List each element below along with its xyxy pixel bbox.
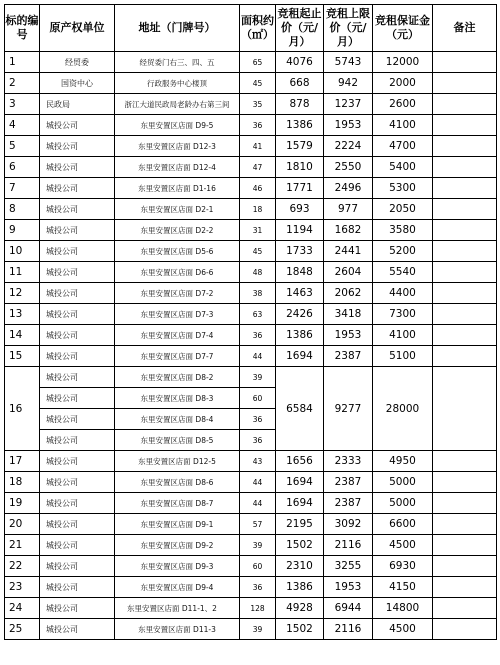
row-address: 浙江大道民政局老龄办右第三间 [115,94,240,115]
row-deposit: 14800 [373,598,433,619]
row-note [433,262,497,283]
row-start-price: 4928 [276,598,324,619]
row-note [433,325,497,346]
row-note [433,52,497,73]
table-row [5,178,497,199]
table-row [5,73,497,94]
row-start-price: 2426 [276,304,324,325]
row-cap-price: 2224 [324,136,373,157]
row-owner: 城投公司 [40,241,115,262]
row-start-price: 878 [276,94,324,115]
row-address: 东里安置区店面 D8-3 [115,388,240,409]
row-start-price: 1502 [276,619,324,640]
table-row [5,136,497,157]
row-cap-price: 9277 [324,367,373,451]
row-area: 36 [240,430,276,451]
row-owner: 城投公司 [40,325,115,346]
row-start-price: 1463 [276,283,324,304]
row-area: 63 [240,304,276,325]
row-address: 东里安置区店面 D2-1 [115,199,240,220]
row-owner: 城投公司 [40,262,115,283]
row-index: 13 [5,304,40,325]
table-body [5,52,497,640]
row-deposit: 2050 [373,199,433,220]
row-deposit: 4500 [373,619,433,640]
row-address: 东里安置区店面 D5-6 [115,241,240,262]
row-note [433,178,497,199]
row-index: 5 [5,136,40,157]
table-row [5,283,497,304]
row-start-price: 1656 [276,451,324,472]
row-start-price: 1810 [276,157,324,178]
row-area: 36 [240,115,276,136]
row-owner: 经贸委 [40,52,115,73]
row-note [433,619,497,640]
row-owner: 城投公司 [40,451,115,472]
row-start-price: 1848 [276,262,324,283]
row-address: 东里安置区店面 D12-3 [115,136,240,157]
row-area: 44 [240,346,276,367]
row-deposit: 5540 [373,262,433,283]
row-area: 47 [240,157,276,178]
row-deposit: 5300 [373,178,433,199]
row-owner: 城投公司 [40,619,115,640]
row-index: 25 [5,619,40,640]
row-address: 东里安置区店面 D2-2 [115,220,240,241]
row-start-price: 1694 [276,346,324,367]
row-deposit: 4700 [373,136,433,157]
row-area: 44 [240,472,276,493]
row-index: 22 [5,556,40,577]
row-start-price: 1386 [276,325,324,346]
row-owner: 城投公司 [40,493,115,514]
row-area: 48 [240,262,276,283]
row-address: 东里安置区店面 D8-5 [115,430,240,451]
row-note [433,346,497,367]
row-note [433,535,497,556]
row-owner: 城投公司 [40,115,115,136]
row-address: 东里安置区店面 D7-3 [115,304,240,325]
row-deposit: 5100 [373,346,433,367]
row-owner: 城投公司 [40,472,115,493]
row-address: 行政服务中心楼顶 [115,73,240,94]
row-area: 60 [240,556,276,577]
row-owner: 城投公司 [40,283,115,304]
row-note [433,367,497,451]
row-start-price: 668 [276,73,324,94]
row-cap-price: 977 [324,199,373,220]
row-start-price: 4076 [276,52,324,73]
table-row [5,598,497,619]
row-owner: 城投公司 [40,367,115,388]
row-cap-price: 5743 [324,52,373,73]
row-owner: 城投公司 [40,430,115,451]
row-deposit: 4950 [373,451,433,472]
row-area: 39 [240,367,276,388]
row-cap-price: 3418 [324,304,373,325]
row-address: 东里安置区店面 D12-4 [115,157,240,178]
row-deposit: 4100 [373,115,433,136]
row-start-price: 1502 [276,535,324,556]
header-index: 标的编号 [5,5,40,52]
row-address: 东里安置区店面 D7-7 [115,346,240,367]
row-note [433,220,497,241]
row-start-price: 1733 [276,241,324,262]
row-deposit: 7300 [373,304,433,325]
row-deposit: 28000 [373,367,433,451]
row-cap-price: 2441 [324,241,373,262]
row-address: 东里安置区店面 D8-6 [115,472,240,493]
row-index: 18 [5,472,40,493]
row-note [433,283,497,304]
row-cap-price: 3255 [324,556,373,577]
row-owner: 城投公司 [40,598,115,619]
row-index: 20 [5,514,40,535]
row-area: 38 [240,283,276,304]
row-address: 东里安置区店面 D12-5 [115,451,240,472]
row-start-price: 1386 [276,577,324,598]
row-note [433,493,497,514]
row-area: 43 [240,451,276,472]
row-owner: 城投公司 [40,136,115,157]
header-start-price: 竞租起止价（元/月） [276,5,324,52]
row-deposit: 6930 [373,556,433,577]
table-row [5,220,497,241]
row-owner: 城投公司 [40,199,115,220]
row-area: 60 [240,388,276,409]
row-index: 1 [5,52,40,73]
row-cap-price: 2387 [324,346,373,367]
row-area: 44 [240,493,276,514]
row-owner: 城投公司 [40,556,115,577]
row-area: 35 [240,94,276,115]
row-address: 东里安置区店面 D8-7 [115,493,240,514]
row-deposit: 12000 [373,52,433,73]
row-deposit: 2600 [373,94,433,115]
row-index: 10 [5,241,40,262]
row-owner: 城投公司 [40,346,115,367]
row-owner: 城投公司 [40,409,115,430]
row-owner: 国资中心 [40,73,115,94]
table-row [5,556,497,577]
row-index: 23 [5,577,40,598]
row-deposit: 5000 [373,493,433,514]
row-deposit: 5400 [373,157,433,178]
row-note [433,199,497,220]
row-address: 东里安置区店面 D7-2 [115,283,240,304]
table-row [5,367,497,388]
row-note [433,115,497,136]
table-row [5,619,497,640]
row-index: 6 [5,157,40,178]
row-area: 45 [240,241,276,262]
table-header [5,5,497,52]
table-row [5,304,497,325]
row-note [433,304,497,325]
row-area: 57 [240,514,276,535]
row-start-price: 1386 [276,115,324,136]
row-address: 东里安置区店面 D1-16 [115,178,240,199]
row-area: 41 [240,136,276,157]
table-row [5,157,497,178]
row-address: 东里安置区店面 D6-6 [115,262,240,283]
row-cap-price: 2387 [324,472,373,493]
row-area: 36 [240,325,276,346]
row-note [433,241,497,262]
row-owner: 城投公司 [40,388,115,409]
row-cap-price: 1953 [324,577,373,598]
row-index: 24 [5,598,40,619]
row-deposit: 4100 [373,325,433,346]
row-cap-price: 2116 [324,619,373,640]
row-cap-price: 1953 [324,115,373,136]
row-start-price: 693 [276,199,324,220]
row-note [433,157,497,178]
row-cap-price: 2550 [324,157,373,178]
row-address: 经贸委门右三、四、五 [115,52,240,73]
row-start-price: 1194 [276,220,324,241]
row-owner: 城投公司 [40,220,115,241]
row-address: 东里安置区店面 D9-5 [115,115,240,136]
row-index: 8 [5,199,40,220]
row-area: 65 [240,52,276,73]
row-address: 东里安置区店面 D7-4 [115,325,240,346]
row-index: 21 [5,535,40,556]
row-cap-price: 2496 [324,178,373,199]
table-row [5,535,497,556]
row-address: 东里安置区店面 D8-2 [115,367,240,388]
row-area: 128 [240,598,276,619]
row-deposit: 4500 [373,535,433,556]
row-address: 东里安置区店面 D9-4 [115,577,240,598]
table-row [5,577,497,598]
row-area: 39 [240,535,276,556]
row-owner: 城投公司 [40,514,115,535]
row-index: 15 [5,346,40,367]
row-deposit: 5000 [373,472,433,493]
row-address: 东里安置区店面 D11-1、2 [115,598,240,619]
row-address: 东里安置区店面 D9-3 [115,556,240,577]
row-area: 36 [240,409,276,430]
row-owner: 城投公司 [40,304,115,325]
table-row [5,52,497,73]
row-index: 17 [5,451,40,472]
row-index: 7 [5,178,40,199]
header-cap-price: 竞租上限价（元/月） [324,5,373,52]
row-index: 11 [5,262,40,283]
table-row [5,346,497,367]
row-cap-price: 6944 [324,598,373,619]
row-area: 36 [240,577,276,598]
table-row [5,94,497,115]
row-note [433,451,497,472]
row-note [433,514,497,535]
row-deposit: 6600 [373,514,433,535]
header-address: 地址（门牌号） [115,5,240,52]
row-note [433,556,497,577]
row-start-price: 1771 [276,178,324,199]
row-cap-price: 942 [324,73,373,94]
row-index: 14 [5,325,40,346]
row-index: 12 [5,283,40,304]
row-start-price: 1579 [276,136,324,157]
row-index: 19 [5,493,40,514]
row-index: 4 [5,115,40,136]
row-cap-price: 2333 [324,451,373,472]
row-cap-price: 2062 [324,283,373,304]
row-note [433,73,497,94]
row-owner: 城投公司 [40,178,115,199]
table-row [5,115,497,136]
table-row [5,325,497,346]
row-start-price: 2310 [276,556,324,577]
row-deposit: 4400 [373,283,433,304]
row-owner: 城投公司 [40,535,115,556]
row-index: 16 [5,367,40,451]
row-address: 东里安置区店面 D9-2 [115,535,240,556]
header-owner: 原产权单位 [40,5,115,52]
row-address: 东里安置区店面 D8-4 [115,409,240,430]
row-note [433,577,497,598]
row-owner: 城投公司 [40,157,115,178]
header-note: 备注 [433,5,497,52]
row-deposit: 5200 [373,241,433,262]
row-note [433,472,497,493]
rental-table [4,4,497,640]
row-cap-price: 1237 [324,94,373,115]
header-deposit: 竞租保证金（元） [373,5,433,52]
table-row [5,241,497,262]
row-index: 3 [5,94,40,115]
table-row [5,472,497,493]
row-note [433,94,497,115]
row-start-price: 1694 [276,472,324,493]
row-index: 9 [5,220,40,241]
row-area: 45 [240,73,276,94]
row-address: 东里安置区店面 D11-3 [115,619,240,640]
row-index: 2 [5,73,40,94]
row-area: 18 [240,199,276,220]
row-cap-price: 1953 [324,325,373,346]
row-cap-price: 3092 [324,514,373,535]
row-address: 东里安置区店面 D9-1 [115,514,240,535]
row-note [433,136,497,157]
row-deposit: 4150 [373,577,433,598]
row-deposit: 3580 [373,220,433,241]
table-row [5,514,497,535]
row-area: 46 [240,178,276,199]
row-start-price: 1694 [276,493,324,514]
row-start-price: 2195 [276,514,324,535]
row-area: 39 [240,619,276,640]
table-row [5,493,497,514]
row-note [433,598,497,619]
row-area: 31 [240,220,276,241]
row-owner: 城投公司 [40,577,115,598]
row-cap-price: 2387 [324,493,373,514]
row-owner: 民政局 [40,94,115,115]
table-row [5,451,497,472]
row-cap-price: 1682 [324,220,373,241]
row-deposit: 2000 [373,73,433,94]
header-area: 面积约（㎡） [240,5,276,52]
table-row [5,199,497,220]
table-row [5,262,497,283]
row-cap-price: 2116 [324,535,373,556]
row-start-price: 6584 [276,367,324,451]
row-cap-price: 2604 [324,262,373,283]
